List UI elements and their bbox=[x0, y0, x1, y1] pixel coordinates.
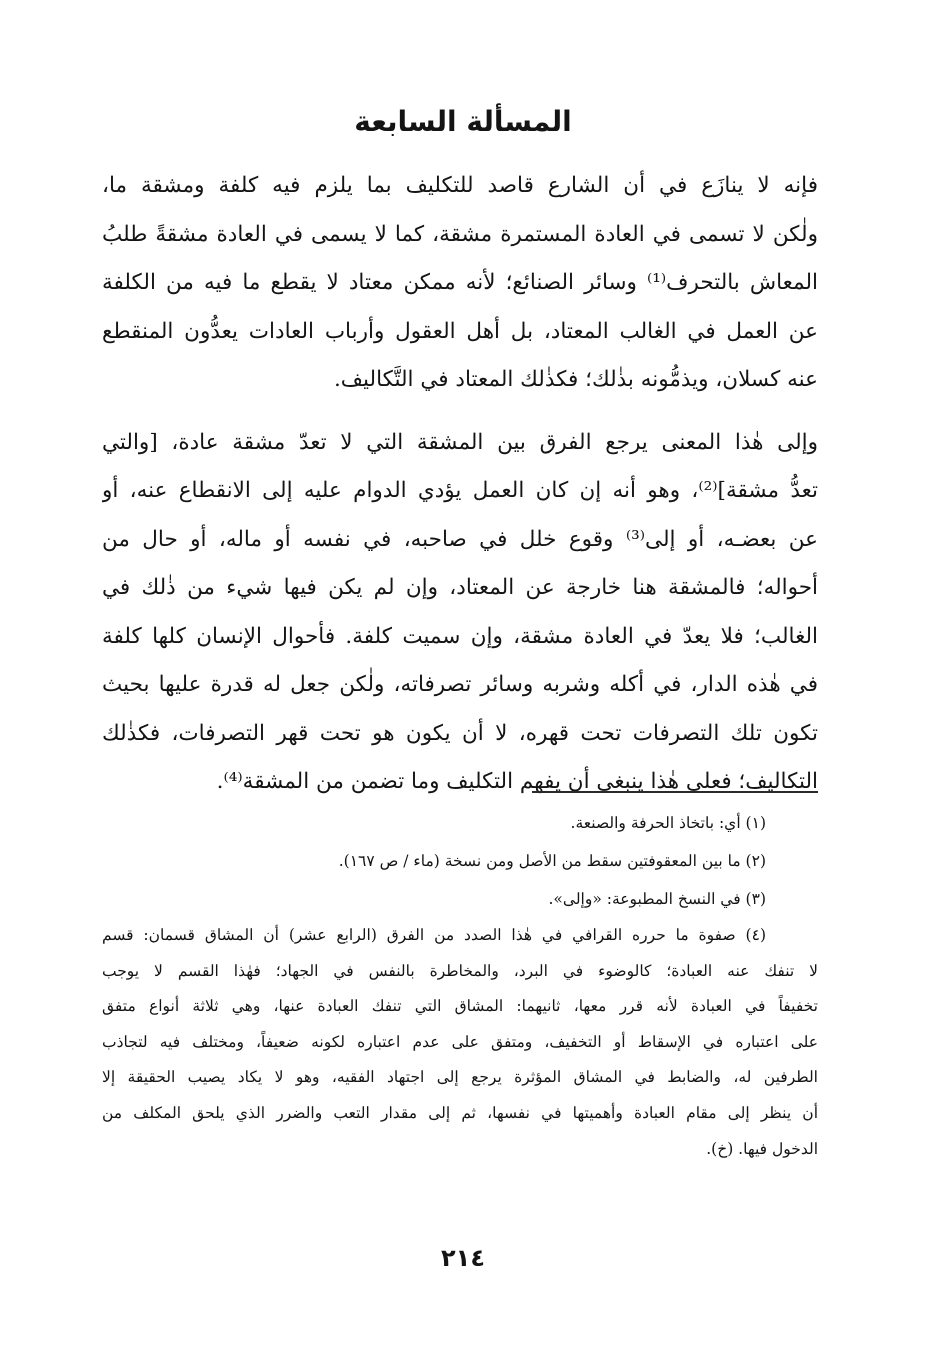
paragraph-1 bbox=[102, 162, 818, 405]
footnote-line: على اعتباره في الإسقاط أو التخفيف، ومتفق على عدم اعتباره لكونه ضعيفاً، ومختلف فيه لتجاذب bbox=[102, 1032, 818, 1051]
paragraph-2 bbox=[102, 419, 818, 807]
footnote-2: (٢) ما بين المعقوفتين سقط من الأصل ومن نسخة (ماء / ص ١٦٧). bbox=[338, 852, 766, 870]
text-line: عن العمل في الغالب المعتاد، بل أهل العقول وأرباب العادات يعدُّون المنقطع bbox=[102, 318, 818, 344]
footnote-4 bbox=[102, 918, 818, 1167]
footnote-separator bbox=[532, 791, 818, 793]
text-line: الغالب؛ فلا يعدّ في العادة مشقة، وإن سميت كلفة. فأحوال الإنسان كلها كلفة bbox=[102, 623, 818, 649]
text-line: فإنه لا ينازَع في أن الشارع قاصد للتكليف بما يلزم فيه كلفة ومشقة ما، bbox=[102, 173, 818, 198]
text-line: عن بعضـه، أو إلى⁽³⁾ وقوع خلل في صاحبه، في نفسه أو ماله، أو حال من bbox=[102, 526, 818, 552]
chapter-heading: المسألة السابعة bbox=[354, 105, 572, 138]
footnote-line: الدخول فيها. (خ). bbox=[706, 1139, 818, 1158]
text-line: المعاش بالتحرف⁽¹⁾ وسائر الصنائع؛ لأنه ممكن معتاد لا يقطع ما فيه من الكلفة bbox=[102, 270, 818, 295]
main-text bbox=[102, 162, 818, 807]
footnote-line: أن ينظر إلى مقام العبادة وأهميتها في نفسها، ثم إلى مقدار التعب والضرر الذي يلحق المكلف من bbox=[102, 1103, 818, 1122]
footnote-3: (٣) في النسخ المطبوعة: «وإلى». bbox=[548, 890, 766, 908]
text-line: التكاليف؛ فعلى هٰذا ينبغي أن يفهم التكليف وما تضمن من المشقة⁽⁴⁾. bbox=[216, 769, 818, 794]
text-line: عنه كسلان، ويذمُّونه بذٰلك؛ فكذٰلك المعتاد في التَّكاليف. bbox=[333, 367, 818, 392]
text-line: تكون تلك التصرفات تحت قهره، لا أن يكون هو تحت قهر التصرفات، فكذٰلك bbox=[102, 720, 818, 746]
text-line: في هٰذه الدار، في أكله وشربه وسائر تصرفاته، ولٰكن جعل له قدرة عليها بحيث bbox=[102, 672, 818, 697]
footnote-line: لا تنفك عنه العبادة؛ كالوضوء في البرد، والمخاطرة بالنفس في الجهاد؛ فهٰذا القسم لا يوجب bbox=[102, 961, 818, 980]
footnote-line: تخفيفاً في العبادة لأنه قرر معها، ثانيهما: المشاق التي تنفك العبادة عنها، وهي ثلاثة أنواع متفق bbox=[102, 997, 818, 1016]
text-line: تعدُّ مشقة]⁽²⁾، وهو أنه إن كان العمل يؤدي الدوام عليه إلى الانقطاع عنه، أو bbox=[102, 478, 818, 503]
footnotes bbox=[102, 804, 818, 1167]
text-line: أحواله؛ فالمشقة هنا خارجة عن المعتاد، وإن لم يكن فيها شيء من ذٰلك في bbox=[102, 575, 818, 600]
text-line: ولٰكن لا تسمى في العادة المستمرة مشقة، كما لا يسمى في العادة مشقةً طلبُ bbox=[102, 221, 818, 247]
footnote-line: الطرفين له، والضابط في المشاق المؤثرة يرجع إلى اجتهاد الفقيه، وهو لا يكاد يصيب الحقيقة إلا bbox=[102, 1068, 818, 1087]
footnote-1: (١) أي: باتخاذ الحرفة والصنعة. bbox=[570, 814, 766, 832]
footnote-line: (٤) صفوة ما حرره القرافي في هٰذا الصدد من الفرق (الرابع عشر) أن المشاق قسمان: قسم bbox=[102, 926, 766, 944]
page-number: ٢١٤ bbox=[441, 1244, 485, 1272]
text-line: وإلى هٰذا المعنى يرجع الفرق بين المشقة التي لا تعدّ مشقة عادة، [والتي bbox=[102, 429, 818, 455]
